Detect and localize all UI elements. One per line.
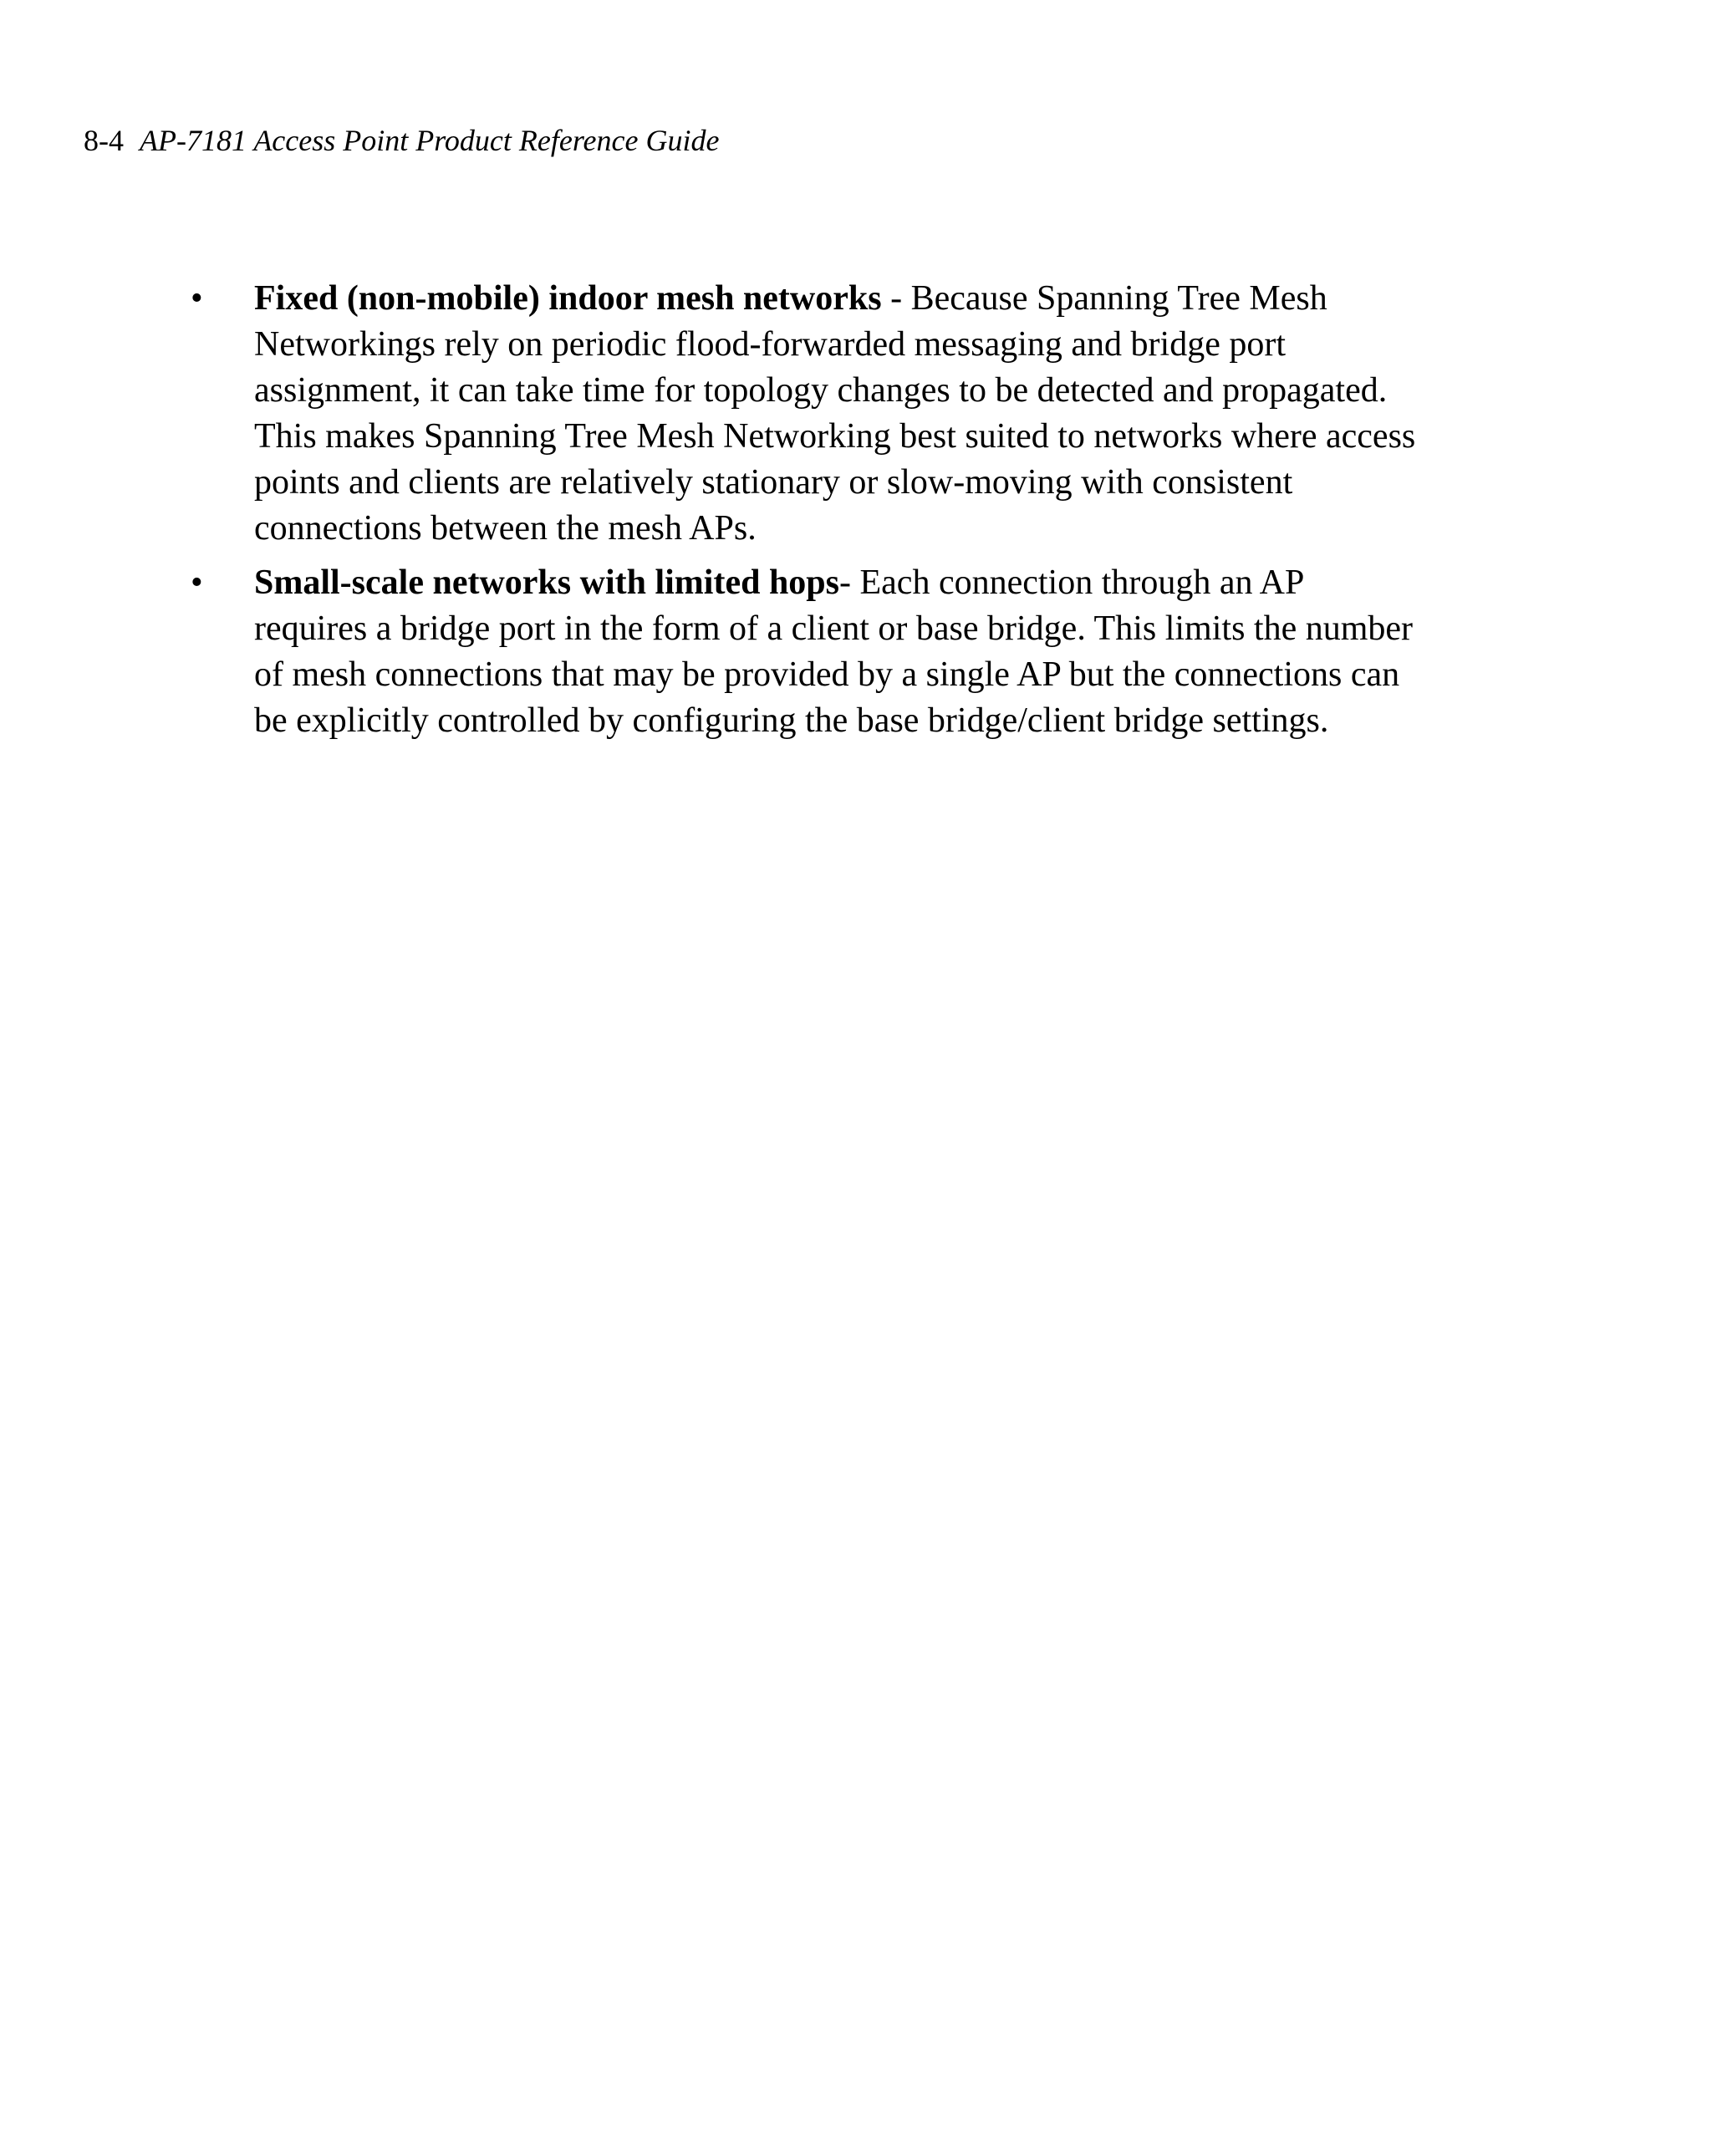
bullet-line: connections between the mesh APs. (254, 509, 757, 548)
bullet-text (254, 560, 1525, 744)
list-item (0, 560, 1525, 744)
guide-title: AP-7181 Access Point Product Reference Guide (140, 124, 720, 157)
bullet-line-text: - Each connection through an AP (839, 563, 1305, 602)
bullet-line: Networkings rely on periodic flood-forwarded messaging and bridge port (254, 325, 1286, 364)
page-header (84, 115, 719, 166)
bullet-line (254, 560, 1525, 606)
bullet-marker: • (191, 279, 203, 318)
bullet-marker: • (191, 563, 203, 602)
bullet-line: be explicitly controlled by configuring the base bridge/client bridge settings. (254, 701, 1329, 740)
bullet-line (254, 276, 1525, 322)
bullet-list (0, 276, 1525, 752)
bullet-text (254, 276, 1525, 552)
bullet-line: This makes Spanning Tree Mesh Networking best suited to networks where access (254, 417, 1416, 456)
bullet-line-text: - Because Spanning Tree Mesh (881, 279, 1327, 318)
bullet-term: Fixed (non-mobile) indoor mesh networks (254, 279, 882, 318)
page-number: 8-4 (84, 124, 124, 157)
bullet-term: Small-scale networks with limited hops (254, 563, 840, 602)
bullet-line: points and clients are relatively stationary or slow-moving with consistent (254, 463, 1293, 502)
bullet-line: requires a bridge port in the form of a client or base bridge. This limits the number (254, 609, 1414, 648)
bullet-line: of mesh connections that may be provided by a single AP but the connections can (254, 655, 1400, 694)
list-item (0, 276, 1525, 552)
bullet-line: assignment, it can take time for topology changes to be detected and propagated. (254, 371, 1388, 410)
